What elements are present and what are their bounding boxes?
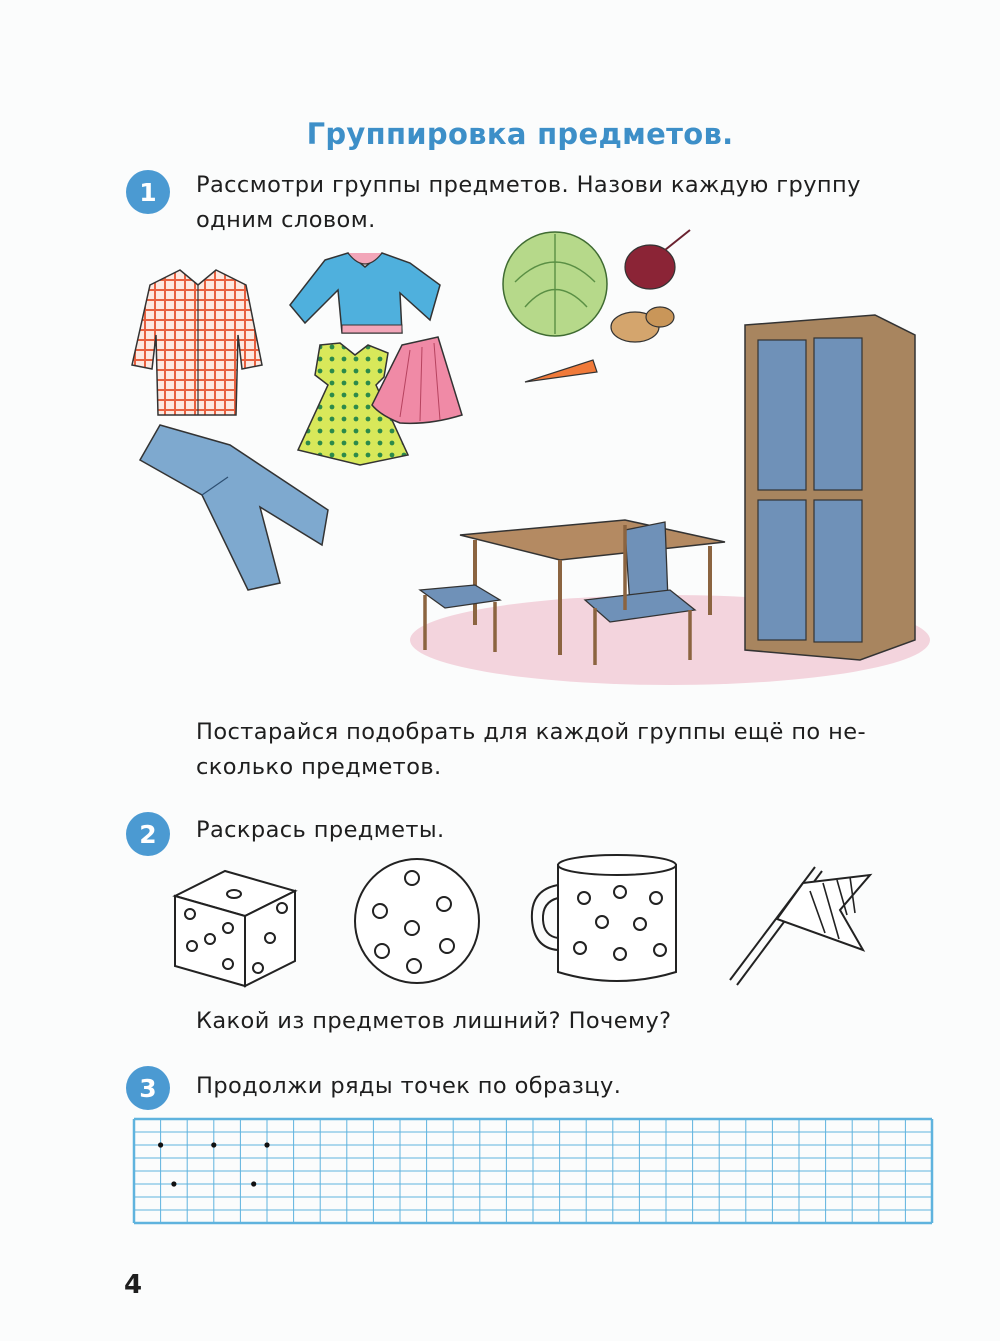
page-number: 4: [124, 1270, 143, 1300]
page-title: Группировка предметов.: [306, 117, 734, 151]
dot-grid-exercise[interactable]: [133, 1118, 933, 1224]
task-2-question: Какой из предметов лишний? Почему?: [196, 1008, 672, 1034]
task-1-extra-line2: сколько предметов.: [196, 754, 442, 780]
task-1-extra-line1: Постарайся подобрать для каждой группы ещё по не-: [196, 719, 867, 745]
task-3-number: 3: [126, 1066, 170, 1110]
sample-dot: [211, 1142, 216, 1147]
clothes-group-illustration: [110, 245, 450, 600]
furniture-group-illustration: [420, 310, 940, 690]
cup-drawing: [528, 850, 688, 990]
task-1-text-line2: одним словом.: [196, 207, 376, 233]
task-3-text: Продолжи ряды точек по образцу.: [196, 1073, 622, 1099]
dice-drawing: [170, 866, 300, 991]
task-1-text-line1: Рассмотри группы предметов. Назови каждую группу: [196, 172, 861, 198]
task-1-number: 1: [126, 170, 170, 214]
task-2-number: 2: [126, 812, 170, 856]
sample-dot: [251, 1181, 256, 1186]
task-2-text: Раскрась предметы.: [196, 817, 445, 843]
sample-dot: [264, 1142, 269, 1147]
flag-drawing: [725, 855, 875, 985]
ball-drawing: [352, 856, 482, 986]
sample-dot: [158, 1142, 163, 1147]
sample-dot: [171, 1181, 176, 1186]
